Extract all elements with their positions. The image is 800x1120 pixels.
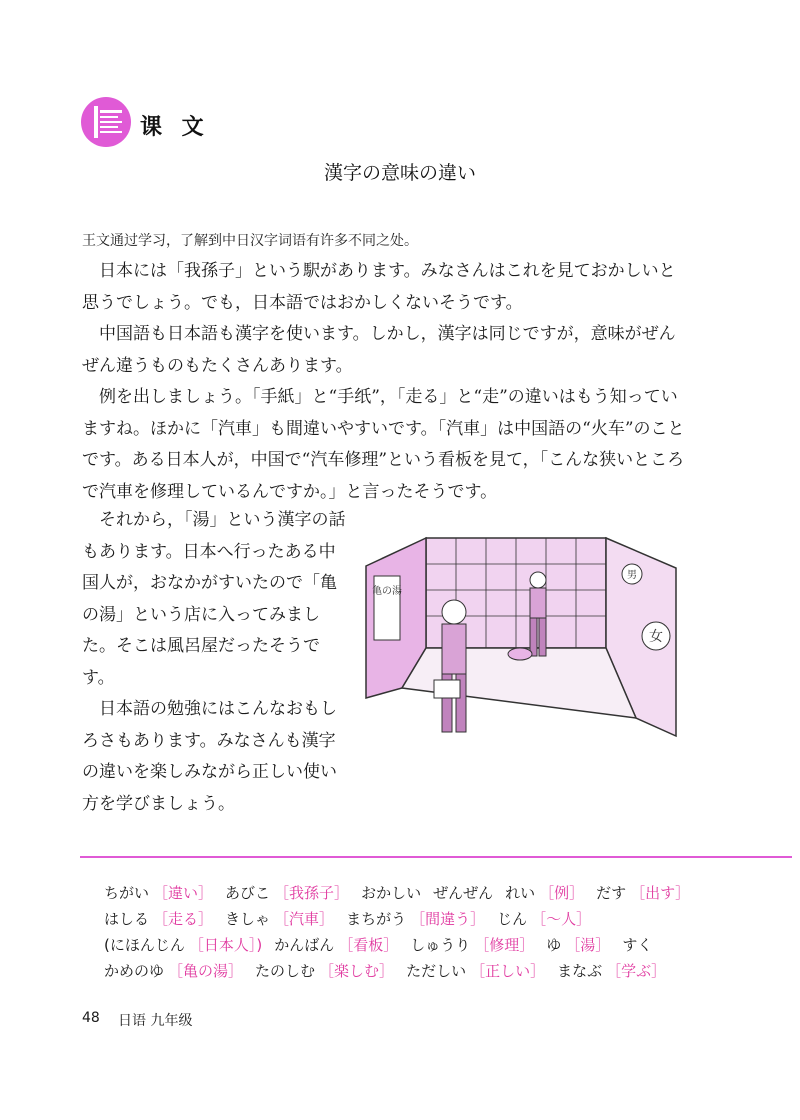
book-title: 日语 九年级 [118, 1013, 193, 1029]
divider [80, 856, 792, 858]
vocab-item [225, 884, 349, 902]
vocab-item [546, 936, 610, 954]
vocab-kanji: ［汽車］ [274, 910, 335, 928]
vocab-kanji: ［日本人］) [188, 936, 263, 954]
vocab-item [274, 936, 398, 954]
bathhouse-illustration [356, 528, 688, 746]
lesson-text-icon [80, 96, 132, 148]
body-text-full [82, 256, 692, 508]
vocab-kana: (にほんじん [104, 936, 185, 954]
vocab-item [104, 936, 262, 954]
page-number: 48 [82, 1010, 100, 1026]
vocab-kana: たのしむ [255, 962, 316, 980]
vocab-kana: ぜんぜん [433, 884, 494, 902]
vocab-kanji: ［亀の湯］ [168, 962, 244, 980]
vocab-item [104, 962, 243, 980]
vocab-item [361, 884, 421, 902]
vocabulary-list [104, 880, 704, 984]
paragraph: 例を出しましょう。「手紙」と“手纸”，「走る」と“走”の違いはもう知っていますね。ほかに「汽車」も間違いやすいです。「汽車」は中国語の“火车”のことです。ある日本人が，中国で“汽车修理”という看板を見て，「こんな狭いところで汽車を修理しているんですか。」と言ったそうです。 [82, 387, 685, 502]
vocab-kanji: ［例］ [539, 884, 585, 902]
vocab-row [104, 880, 704, 906]
sign-women: 女 [649, 629, 663, 645]
vocab-kanji: ［我孫子］ [274, 884, 350, 902]
vocab-kana: あびこ [225, 884, 271, 902]
paragraph: それから，「湯」という漢字の話もあります。日本へ行ったある中国人が，おなかがすいたので「亀の湯」という店に入ってみました。そこは風呂屋だったそうです。 [82, 510, 346, 688]
vocab-kana: まなぶ [557, 962, 603, 980]
vocab-kana: かんばん [274, 936, 335, 954]
lesson-title: 漢字の意味の違い [323, 162, 476, 184]
vocab-item [406, 962, 545, 980]
vocab-kana: はしる [104, 910, 150, 928]
paragraph: 日本語の勉強にはこんなおもしろさもあります。みなさんも漢字の違いを楽しみながら正しい使い方を学びましょう。 [82, 699, 337, 814]
vocab-kana: きしゃ [225, 910, 271, 928]
vocab-item [622, 936, 652, 954]
vocab-kanji: ［正しい］ [470, 962, 546, 980]
vocab-kana: まちがう [346, 910, 407, 928]
vocab-kana: れい [505, 884, 536, 902]
paragraph: 日本には「我孫子」という駅があります。みなさんはこれを見ておかしいと思うでしょう。でも，日本語ではおかしくないそうです。 [82, 261, 676, 313]
vocab-kana: おかしい [361, 884, 422, 902]
vocab-item [225, 910, 334, 928]
vocab-row [104, 906, 704, 932]
vocab-kana: しゅうり [410, 936, 471, 954]
vocab-kanji: ［違い］ [153, 884, 214, 902]
vocab-kana: ただしい [406, 962, 467, 980]
vocab-kana: だす [596, 884, 627, 902]
vocab-item [410, 936, 534, 954]
vocab-item [346, 910, 485, 928]
vocab-kana: ちがい [104, 884, 150, 902]
sign-left-label: 亀の湯 [372, 586, 402, 597]
vocab-kanji: ［～人］ [531, 910, 592, 928]
vocab-row [104, 958, 704, 984]
vocab-kana: すく [622, 936, 653, 954]
paragraph: 中国語も日本語も漢字を使います。しかし，漢字は同じですが，意味がぜんぜん違うものもたくさんあります。 [82, 324, 676, 376]
vocab-item [596, 884, 690, 902]
vocab-kanji: ［修理］ [474, 936, 535, 954]
vocab-kanji: ［看板］ [338, 936, 399, 954]
vocab-kana: ゆ [546, 936, 562, 954]
vocab-item [104, 910, 213, 928]
vocab-item [497, 910, 591, 928]
vocab-item [505, 884, 584, 902]
vocab-row [104, 932, 704, 958]
body-text-left [82, 505, 347, 820]
section-label: 课 文 [140, 115, 210, 140]
intro-text: 王文通过学习，了解到中日汉字词语有许多不同之处。 [82, 233, 418, 249]
vocab-kana: かめのゆ [104, 962, 165, 980]
vocab-kanji: ［楽しむ］ [319, 962, 395, 980]
vocab-item [557, 962, 666, 980]
vocab-item [433, 884, 493, 902]
vocab-item [104, 884, 213, 902]
vocab-kanji: ［間違う］ [410, 910, 486, 928]
vocab-kanji: ［学ぶ］ [606, 962, 667, 980]
vocab-kana: じん [497, 910, 528, 928]
vocab-item [255, 962, 394, 980]
vocab-kanji: ［走る］ [153, 910, 214, 928]
vocab-kanji: ［出す］ [630, 884, 691, 902]
vocab-kanji: ［湯］ [565, 936, 611, 954]
sign-men: 男 [627, 570, 637, 581]
